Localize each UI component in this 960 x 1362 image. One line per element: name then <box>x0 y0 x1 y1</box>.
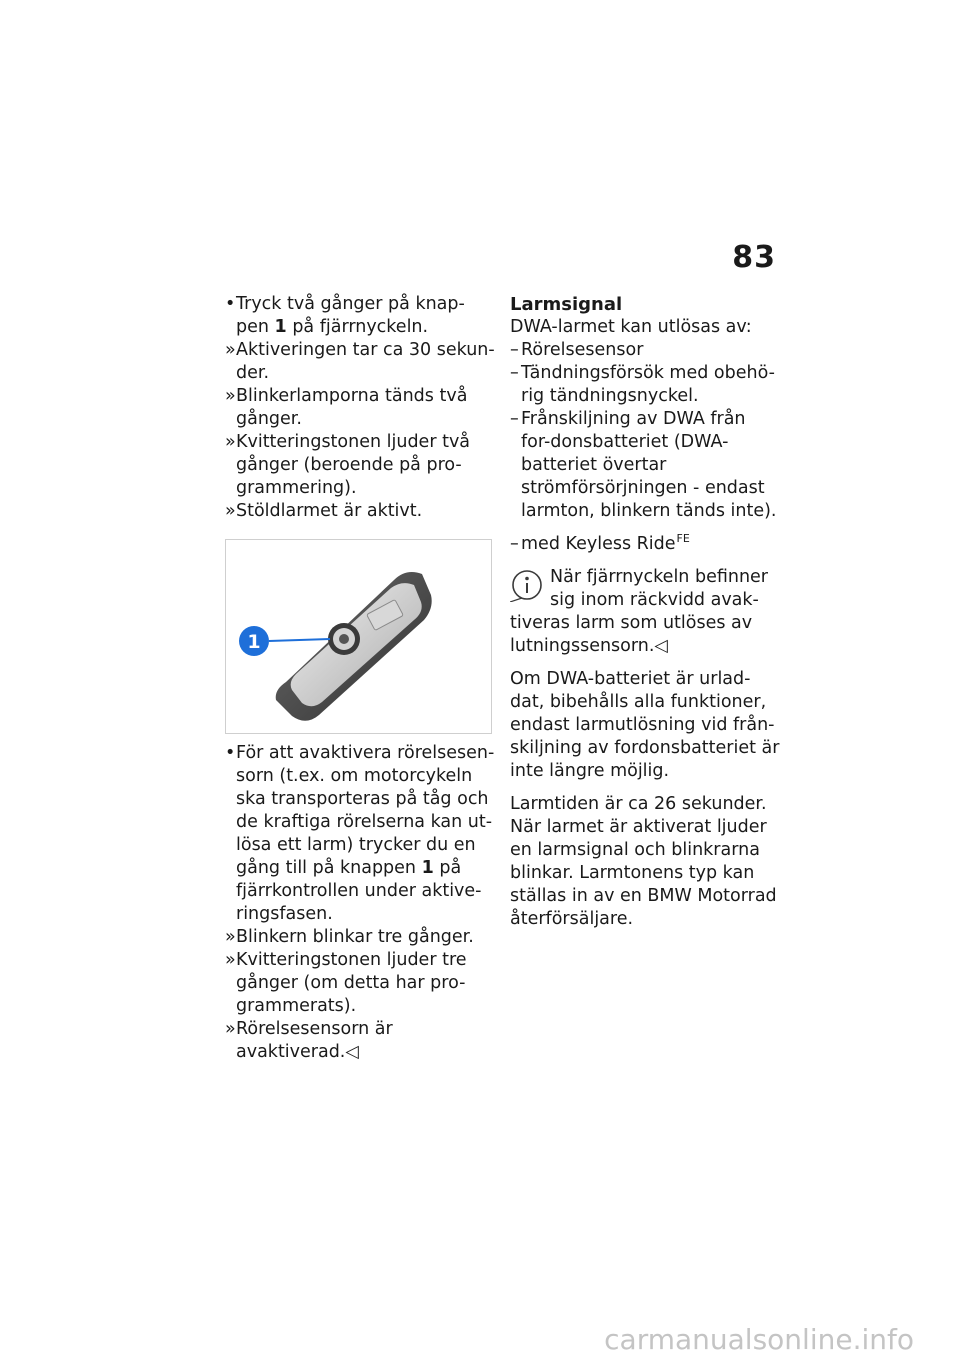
result-text: Blinkern blinkar tre gånger. <box>236 927 474 947</box>
result-text: Rörelsesensorn är avaktiverad.◁ <box>236 1019 393 1062</box>
trigger-text: Frånskiljning av DWA från for-donsbatteriet (DWA-batteriet övertar strömförsörjningen - endast larmton, blinkern tänds inte). <box>521 409 777 521</box>
step-text: pen <box>236 317 269 337</box>
result-item <box>225 500 497 523</box>
result-text: Kvitteringstonen ljuder tre gånger (om detta har pro-grammerats). <box>236 950 467 1016</box>
right-column <box>510 293 780 931</box>
result-arrow-icon: » <box>225 1019 236 1039</box>
trigger-item <box>510 339 780 362</box>
result-item <box>225 926 497 949</box>
result-arrow-icon: » <box>225 432 236 452</box>
button-ref: 1 <box>274 317 287 337</box>
page-number: 83 <box>732 240 776 275</box>
dash-icon: – <box>510 363 519 383</box>
trigger-item <box>510 408 780 523</box>
result-arrow-icon: » <box>225 501 236 521</box>
paragraph: Larmtiden är ca 26 sekunder. När larmet är aktiverat ljuder en larmsignal och blinkrarna blinkar. Larmtonens typ kan ställas in av en BMW Motorrad återförsäljare. <box>510 794 777 929</box>
step-text: på fjärrnyckeln. <box>292 317 429 337</box>
note-text: tiveras larm som utlöses av lutningssensorn.◁ <box>510 613 753 656</box>
bullet-icon: • <box>225 294 236 314</box>
step-text: Tryck två gånger på knap- <box>236 294 465 314</box>
info-note <box>510 566 780 658</box>
result-text: Blinkerlamporna tänds två gånger. <box>236 386 468 429</box>
result-item <box>225 949 497 1018</box>
note-text: När fjärrnyckeln befinner sig inom räckvidd avak- <box>550 567 768 610</box>
step-activate <box>225 293 497 339</box>
step-text: på fjärrkontrollen under aktive-ringsfasen. <box>236 858 482 924</box>
result-item <box>225 385 497 431</box>
result-arrow-icon: » <box>225 386 236 406</box>
remote-key-illustration <box>226 540 491 733</box>
result-item <box>225 339 497 385</box>
intro-text: DWA-larmet kan utlösas av: <box>510 317 752 337</box>
result-arrow-icon: » <box>225 950 236 970</box>
dash-icon: – <box>510 534 519 554</box>
trigger-item <box>510 362 780 408</box>
watermark: carmanualsonline.info <box>604 1323 914 1356</box>
equipment-code: FE <box>676 532 690 545</box>
left-column <box>225 293 497 1064</box>
result-arrow-icon: » <box>225 340 236 360</box>
section-heading: Larmsignal <box>510 294 623 315</box>
callout-number: 1 <box>247 631 261 653</box>
result-item <box>225 1018 497 1064</box>
dash-icon: – <box>510 340 519 360</box>
result-arrow-icon: » <box>225 927 236 947</box>
step-deactivate <box>225 742 497 926</box>
bullet-icon: • <box>225 743 236 763</box>
info-icon <box>510 568 544 602</box>
keyless-item <box>510 533 780 556</box>
result-text: Aktiveringen tar ca 30 sekun-der. <box>236 340 495 383</box>
step-text: För att avaktivera rörelsesen-sorn (t.ex. om motorcykeln ska transporteras på tåg och de kraftiga rörelserna kan ut-lösa ett larm) trycker du en gång till på knappen <box>236 743 495 878</box>
result-text: Kvitteringstonen ljuder två gånger (beroende på pro-grammering). <box>236 432 471 498</box>
result-text: Stöldlarmet är aktivt. <box>236 501 423 521</box>
trigger-text: Tändningsförsök med obehö-rig tändningsnyckel. <box>521 363 775 406</box>
trigger-text: Rörelsesensor <box>521 340 644 360</box>
remote-key-figure <box>225 539 492 734</box>
result-item <box>225 431 497 500</box>
dash-icon: – <box>510 409 519 429</box>
keyless-label: med Keyless Ride <box>521 534 676 554</box>
button-ref: 1 <box>421 858 434 878</box>
paragraph: Om DWA-batteriet är urlad-dat, bibehålls alla funktioner, endast larmutlösning vid från-skiljning av fordonsbatteriet är inte längre möjlig. <box>510 669 780 781</box>
